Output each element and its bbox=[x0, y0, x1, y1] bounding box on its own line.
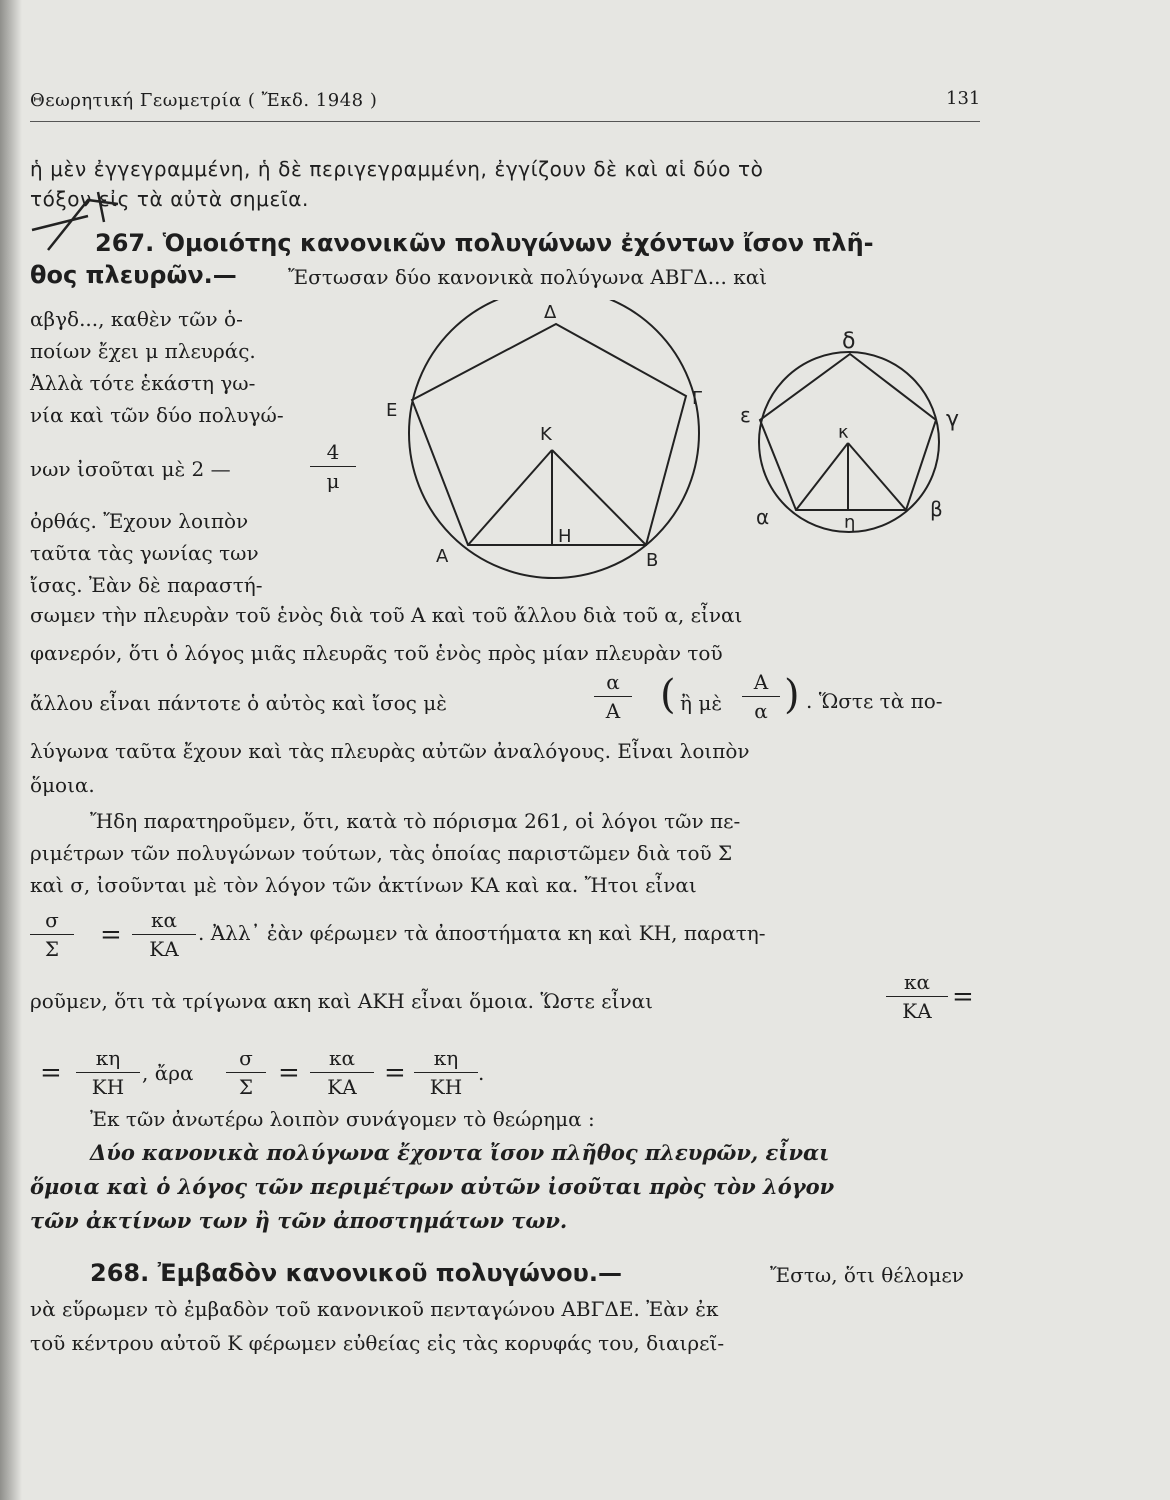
section-268-heading-tail: Ἔστω, ὅτι θέλομεν bbox=[770, 1263, 964, 1287]
ratio-fraction-2 bbox=[742, 670, 780, 723]
radius-KA bbox=[468, 450, 552, 545]
eq3-fraction-2 bbox=[226, 1046, 266, 1099]
label-epsilon: ε bbox=[740, 403, 751, 427]
left-col-line-4: νία καὶ τῶν δύο πολυγώ- bbox=[30, 403, 284, 427]
section-267-line2-tail: Ἔστωσαν δύο κανονικὰ πολύγωνα ΑΒΓΔ... καὶ bbox=[288, 265, 768, 289]
para2-line-1: Ἤδη παρατηροῦμεν, ὅτι, κατὰ τὸ πόρισμα 261, οἱ λόγοι τῶν πε- bbox=[90, 809, 741, 833]
eq3-n3: κα bbox=[328, 1046, 355, 1070]
after-ratio-2: ὅμοια. bbox=[30, 773, 95, 797]
eq1-tail: . Ἀλλ᾽ ἐὰν φέρωμεν τὰ ἀποστήματα κη καὶ ΚΗ, παρατη- bbox=[198, 921, 766, 945]
full-line-1: σωμεν τὴν πλευρὰν τοῦ ἑνὸς διὰ τοῦ Α καὶ τοῦ ἄλλου διὰ τοῦ α, εἶναι bbox=[30, 603, 743, 627]
left-col-line-3: Ἀλλὰ τότε ἑκάστη γω- bbox=[30, 371, 256, 395]
label-A: Α bbox=[436, 546, 449, 567]
eq2-den: ΚΑ bbox=[902, 999, 932, 1023]
ratio-f1-den: Α bbox=[605, 699, 621, 723]
radius-ka bbox=[796, 443, 848, 510]
fraction-bar bbox=[76, 1072, 140, 1073]
angle-formula-fraction bbox=[310, 440, 356, 493]
fraction-bar bbox=[132, 934, 196, 935]
eq3-d4: ΚΗ bbox=[429, 1075, 463, 1099]
pentagon-figure bbox=[380, 300, 980, 580]
para2-line-2: ριμέτρων τῶν πολυγώνων τούτων, τὰς ὁποίας παριστῶμεν διὰ τοῦ Σ bbox=[30, 841, 733, 865]
eq3-mid: , ἄρα bbox=[142, 1061, 194, 1085]
equals-sign: = bbox=[278, 1058, 300, 1088]
after-ratio-1: λύγωνα ταῦτα ἔχουν καὶ τὰς πλευρὰς αὐτῶν ἀναλόγους. Εἶναι λοιπὸν bbox=[30, 739, 750, 763]
label-alpha: α bbox=[756, 505, 770, 529]
eq1-n2: κα bbox=[150, 908, 177, 932]
conclusion-intro: Ἐκ τῶν ἀνωτέρω λοιπὸν συνάγομεν τὸ θεώρημα : bbox=[90, 1107, 595, 1131]
section-268-line-2: τοῦ κέντρου αὐτοῦ Κ φέρωμεν εὐθείας εἰς τὰς κορυφάς του, διαιρεῖ- bbox=[30, 1331, 725, 1355]
equals-sign: = bbox=[40, 1058, 62, 1088]
ratio-f2-den: α bbox=[754, 699, 768, 723]
eq1-fraction-2 bbox=[132, 908, 196, 961]
fraction-bar bbox=[226, 1072, 266, 1073]
fraction-bar bbox=[886, 996, 948, 997]
angle-formula-prefix: νων ἰσοῦται μὲ 2 — bbox=[30, 457, 231, 481]
left-col-line-1: αβγδ..., καθὲν τῶν ὁ- bbox=[30, 307, 243, 331]
left-col-line-2: ποίων ἔχει μ πλευράς. bbox=[30, 339, 256, 363]
radius-kb bbox=[848, 443, 906, 510]
para2-line-3: καὶ σ, ἰσοῦνται μὲ τὸν λόγον τῶν ἀκτίνων ΚΑ καὶ κα. Ἤτοι εἶναι bbox=[30, 873, 697, 897]
eq1-d1: Σ bbox=[44, 937, 60, 961]
label-beta: β bbox=[930, 497, 943, 521]
binding-shadow bbox=[0, 0, 22, 1500]
running-header: Θεωρητική Γεωμετρία ( Ἔκδ. 1948 ) bbox=[30, 90, 378, 111]
fraction-bar bbox=[594, 696, 632, 697]
left-col-after-1: ὀρθάς. Ἔχουν λοιπὸν bbox=[30, 509, 249, 533]
eq3-fraction-3 bbox=[310, 1046, 374, 1099]
label-delta: δ bbox=[842, 329, 856, 354]
eq3-d3: ΚΑ bbox=[327, 1075, 357, 1099]
eq3-n1: κη bbox=[95, 1046, 121, 1070]
section-267-heading-line1: 267. Ὁμοιότης κανονικῶν πολυγώνων ἐχόντων ἴσον πλῆ- bbox=[95, 229, 874, 257]
section-268-line-1: νὰ εὕρωμεν τὸ ἐμβαδὸν τοῦ κανονικοῦ πενταγώνου ΑΒΓΔΕ. Ἐὰν ἐκ bbox=[30, 1297, 719, 1321]
section-268-heading: 268. Ἐμβαδὸν κανονικοῦ πολυγώνου.— bbox=[90, 1259, 622, 1287]
large-circumcircle bbox=[409, 300, 699, 578]
ratio-f2-num: Α bbox=[753, 670, 769, 694]
fraction-denominator: μ bbox=[326, 469, 340, 493]
ratio-line-prefix: ἄλλου εἶναι πάντοτε ὁ αὐτὸς καὶ ἴσος μὲ bbox=[30, 691, 447, 715]
eq2-text: ροῦμεν, ὅτι τὰ τρίγωνα ακη καὶ ΑΚΗ εἶναι ὅμοια. Ὥστε εἶναι bbox=[30, 989, 653, 1013]
equals-sign: = bbox=[100, 920, 122, 950]
eq3-n2: σ bbox=[239, 1046, 253, 1070]
fraction-bar bbox=[742, 696, 780, 697]
ratio-f1-num: α bbox=[606, 670, 620, 694]
label-K: Κ bbox=[540, 424, 552, 445]
eq3-n4: κη bbox=[433, 1046, 459, 1070]
label-gamma: γ bbox=[946, 407, 960, 432]
eq3-fraction-4 bbox=[414, 1046, 478, 1099]
label-H: Η bbox=[558, 526, 572, 547]
left-col-after-3: ἴσας. Ἐὰν δὲ παραστή- bbox=[30, 573, 263, 597]
theorem-line-2: ὅμοια καὶ ὁ λόγος τῶν περιμέτρων αὐτῶν ἰσοῦται πρὸς τὸν λόγον bbox=[30, 1174, 835, 1199]
fraction-bar bbox=[310, 466, 356, 467]
label-Epsilon: Ε bbox=[386, 400, 398, 421]
close-paren: ) bbox=[784, 672, 800, 718]
full-line-2: φανερόν, ὅτι ὁ λόγος μιᾶς πλευρᾶς τοῦ ἑνὸς πρὸς μίαν πλευρὰν τοῦ bbox=[30, 641, 723, 665]
theorem-line-1: Δύο κανονικὰ πολύγωνα ἔχοντα ἴσον πλῆθος πλευρῶν, εἶναι bbox=[90, 1140, 830, 1165]
eq3-period: . bbox=[478, 1061, 485, 1085]
label-Delta: Δ bbox=[544, 302, 557, 323]
label-kappa: κ bbox=[838, 422, 849, 443]
fraction-bar bbox=[310, 1072, 374, 1073]
label-B: Β bbox=[646, 550, 659, 571]
ratio-fraction-1 bbox=[594, 670, 632, 723]
ratio-mid: ἢ μὲ bbox=[680, 691, 723, 715]
eq2-num: κα bbox=[903, 970, 930, 994]
open-paren: ( bbox=[660, 672, 676, 718]
eq1-fraction-1 bbox=[30, 908, 74, 961]
intro-line-2: τόξον εἰς τὰ αὐτὰ σημεῖα. bbox=[30, 187, 309, 211]
header-rule bbox=[30, 121, 980, 122]
fraction-bar bbox=[30, 934, 74, 935]
eq3-fraction-1 bbox=[76, 1046, 140, 1099]
ratio-suffix: . Ὥστε τὰ πο- bbox=[806, 689, 943, 713]
fraction-numerator: 4 bbox=[326, 440, 340, 464]
page-number: 131 bbox=[946, 88, 981, 109]
section-267-heading-line2: θος πλευρῶν.— bbox=[30, 261, 237, 289]
equals-sign: = bbox=[384, 1058, 406, 1088]
fraction-bar bbox=[414, 1072, 478, 1073]
left-col-after-2: ταῦτα τὰς γωνίας των bbox=[30, 541, 259, 565]
eq3-d2: Σ bbox=[238, 1075, 254, 1099]
theorem-line-3: τῶν ἀκτίνων των ἢ τῶν ἀποστημάτων των. bbox=[30, 1208, 568, 1233]
eq1-n1: σ bbox=[45, 908, 59, 932]
label-eta: η bbox=[844, 512, 856, 533]
eq3-d1: ΚΗ bbox=[91, 1075, 125, 1099]
eq1-d2: ΚΑ bbox=[149, 937, 179, 961]
eq2-fraction bbox=[886, 970, 948, 1023]
equals-sign: = bbox=[952, 982, 974, 1012]
label-Gamma: Γ bbox=[692, 388, 703, 409]
intro-line-1: ἡ μὲν ἐγγεγραμμένη, ἡ δὲ περιγεγραμμένη, ἐγγίζουν δὲ καὶ αἱ δύο τὸ bbox=[30, 157, 764, 181]
